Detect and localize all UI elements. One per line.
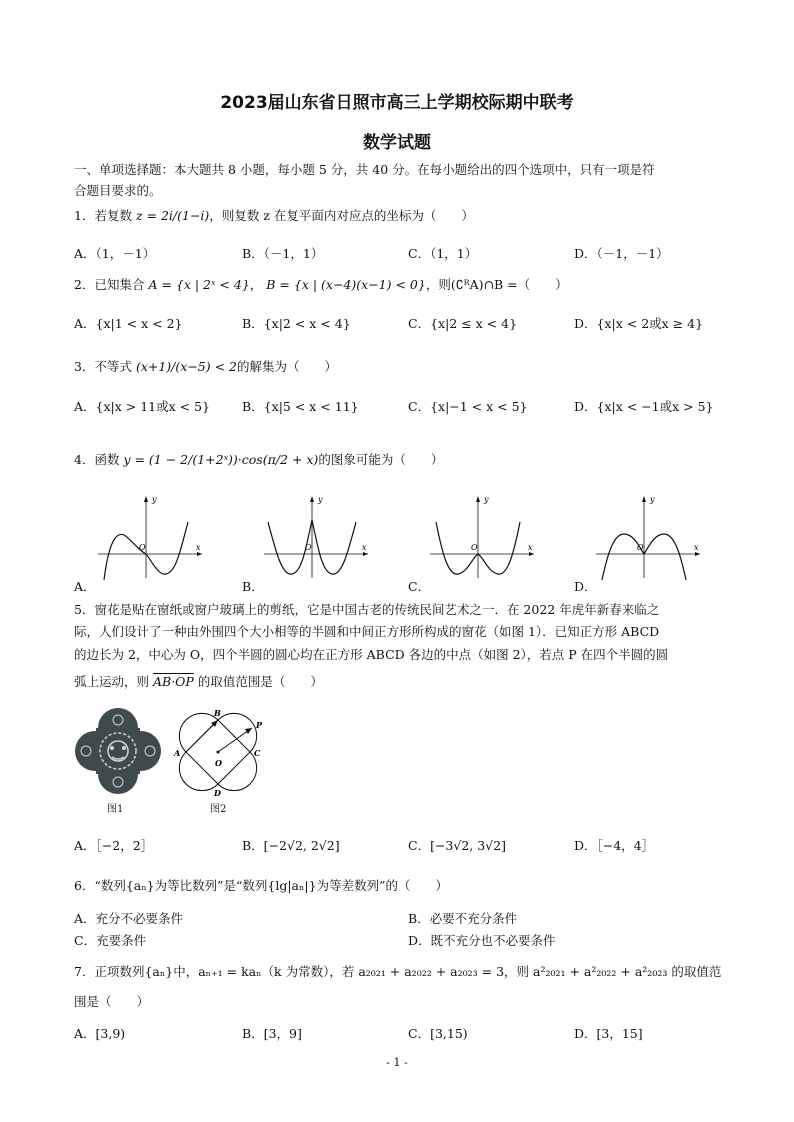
q6-option-a[interactable]: A．充分不必要条件 <box>74 911 184 926</box>
q2-set-a: A = {x | 2ˣ < 4} <box>148 277 250 292</box>
q2-option-c[interactable]: C．{x|2 ≤ x < 4} <box>408 316 518 331</box>
question-7 <box>74 962 724 982</box>
q7-option-c[interactable]: C．[3,15) <box>408 1026 468 1041</box>
q6-text: “数列{aₙ}为等比数列”是“数列{lg|aₙ|}为等差数列”的（ ） <box>94 878 448 893</box>
q4-option-c[interactable]: C． <box>408 579 431 594</box>
origin-label: O <box>305 543 312 552</box>
exam-subtitle: 数学试题 <box>363 133 431 153</box>
q2-option-a[interactable]: A．{x|1 < x < 2} <box>74 316 183 331</box>
axis-y-label: y <box>152 495 157 504</box>
q1-expr: z = 2i/(1−i) <box>135 208 210 223</box>
question-4 <box>74 450 724 470</box>
q6-option-c[interactable]: C．充要条件 <box>74 933 147 948</box>
section-intro-2: 合题目要求的。 <box>74 183 162 198</box>
q6-number: 6． <box>74 878 95 893</box>
q5-number: 5． <box>74 602 95 617</box>
q4-graph-d[interactable] <box>594 492 704 580</box>
section-intro-1: 一、单项选择题：本大题共 8 小题，每小题 5 分，共 40 分。在每小题给出的四个选项中，只有一项是符 <box>74 162 655 177</box>
q2-option-d[interactable]: D．{x|x < 2或x ≥ 4} <box>574 316 704 331</box>
q7-option-a[interactable]: A．[3,9) <box>74 1026 126 1041</box>
q3-option-d[interactable]: D．{x|x < −1或x > 5} <box>574 399 714 414</box>
q7-text-1: 正项数列{aₙ}中，aₙ₊₁ = kaₙ（k 为常数），若 a₂₀₂₁ + a₂₀₂₂ + a₂₀₂₃ = 3，则 a²₂₀₂₁ + a²₂₀₂₂ + a²₂₀₂₃ 的取值范 <box>94 964 722 979</box>
q1-option-d[interactable]: D．（－1，－1） <box>574 246 669 261</box>
exam-title: 2023届山东省日照市高三上学期校际期中联考 <box>220 93 574 113</box>
q5-text-4-prefix: 弧上运动，则 <box>74 674 150 689</box>
q4-graph-b[interactable] <box>262 492 372 580</box>
q5-figure-1 <box>74 708 162 794</box>
origin-label: O <box>139 543 146 552</box>
q3-option-a[interactable]: A．{x|x > 11或x < 5} <box>74 399 210 414</box>
q2-text: 已知集合 <box>94 277 145 292</box>
q4-text: 函数 <box>94 452 120 467</box>
q5-figure-1-caption: 图1 <box>107 804 124 815</box>
question-1 <box>74 206 724 226</box>
q5-line-2: 际，人们设计了一种由外围四个大小相等的半圆和中间正方形所构成的窗花（如图 1）．已知正方形 ABCD <box>74 624 660 639</box>
q2-ask: ，则(∁ᴿA)∩B =（ ） <box>425 277 568 292</box>
q5-vector-expr: AB·OP <box>153 674 194 689</box>
q4-graph-a[interactable] <box>96 492 206 580</box>
q7-option-d[interactable]: D．[3，15] <box>574 1026 643 1041</box>
q1-option-b[interactable]: B．（－1，1） <box>242 246 324 261</box>
page-number: - 1 - <box>386 1056 408 1069</box>
q3-ask: 的解集为（ ） <box>237 359 338 374</box>
axis-x-label: x <box>196 543 201 552</box>
fig2-label-c: C <box>254 748 261 758</box>
q4-number: 4． <box>74 452 95 467</box>
q1-option-c[interactable]: C．（1，1） <box>408 246 478 261</box>
q3-expr: (x+1)/(x−5) < 2 <box>135 359 237 374</box>
q4-option-d[interactable]: D． <box>574 579 597 594</box>
origin-label: O <box>637 543 644 552</box>
q4-option-b[interactable]: B． <box>242 579 264 594</box>
q5-option-a[interactable]: A．［−2，2］ <box>74 838 154 853</box>
q2-set-b: B = {x | (x−4)(x−1) < 0} <box>266 277 426 292</box>
q4-ask: 的图象可能为（ ） <box>318 452 444 467</box>
q5-text-4-suffix: 的取值范围是（ ） <box>197 674 323 689</box>
q5-option-c[interactable]: C．[−3√2, 3√2] <box>408 838 506 853</box>
q5-line-4 <box>74 672 724 692</box>
axis-y-label: y <box>318 495 323 504</box>
fig2-label-p: P <box>256 720 263 730</box>
axis-y-label: y <box>650 495 655 504</box>
q5-option-b[interactable]: B．[−2√2, 2√2] <box>242 838 340 853</box>
axis-x-label: x <box>694 543 699 552</box>
q5-text-1: 窗花是贴在窗纸或窗户玻璃上的剪纸，它是中国古老的传统民间艺术之一．在 2022 年虎年新春来临之 <box>94 602 660 617</box>
question-3 <box>74 357 724 377</box>
q4-option-a[interactable]: A． <box>74 579 96 594</box>
fig2-label-a: A <box>174 748 181 758</box>
fig2-label-o: O <box>215 758 222 768</box>
axis-x-label: x <box>362 543 367 552</box>
q5-figure-2-caption: 图2 <box>210 804 227 815</box>
q6-option-d[interactable]: D．既不充分也不必要条件 <box>408 933 556 948</box>
q3-text: 不等式 <box>94 359 132 374</box>
question-6 <box>74 876 724 896</box>
fig2-label-d: D <box>214 788 221 798</box>
q1-suffix: ，则复数 z 在复平面内对应点的坐标为（ ） <box>209 208 474 223</box>
q5-option-d[interactable]: D．［−4，4］ <box>574 838 655 853</box>
q5-line-1 <box>74 600 724 620</box>
origin-label: O <box>471 543 478 552</box>
q4-expr: y = (1 − 2/(1+2ˣ))·cos(π/2 + x) <box>123 452 319 467</box>
q4-graph-c[interactable] <box>428 492 538 580</box>
q7-number: 7． <box>74 964 95 979</box>
q1-option-a[interactable]: A．（1，－1） <box>74 246 156 261</box>
q3-number: 3． <box>74 359 95 374</box>
q5-figure-2 <box>170 704 266 800</box>
q3-option-b[interactable]: B．{x|5 < x < 11} <box>242 399 359 414</box>
fig2-label-b: B <box>214 708 221 718</box>
axis-y-label: y <box>484 495 489 504</box>
question-2: 2．已知集合 A = {x | 2ˣ < 4}， B = {x | (x−4)(x−1) < 0}，则(∁ᴿA)∩B =（ ） <box>74 277 568 292</box>
q5-line-3: 的边长为 2，中心为 O，四个半圆的圆心均在正方形 ABCD 各边的中点（如图 2），若点 P 在四个半圆的圆 <box>74 647 669 662</box>
q7-option-b[interactable]: B．[3，9] <box>242 1026 302 1041</box>
q7-line-2: 围是（ ） <box>74 994 150 1009</box>
q1-prefix: 若复数 <box>94 208 132 223</box>
q2-number: 2． <box>74 277 95 292</box>
axis-x-label: x <box>528 543 533 552</box>
q2-option-b[interactable]: B．{x|2 < x < 4} <box>242 316 351 331</box>
q1-number: 1． <box>74 208 95 223</box>
q3-option-c[interactable]: C．{x|−1 < x < 5} <box>408 399 528 414</box>
q6-option-b[interactable]: B．必要不充分条件 <box>408 911 518 926</box>
